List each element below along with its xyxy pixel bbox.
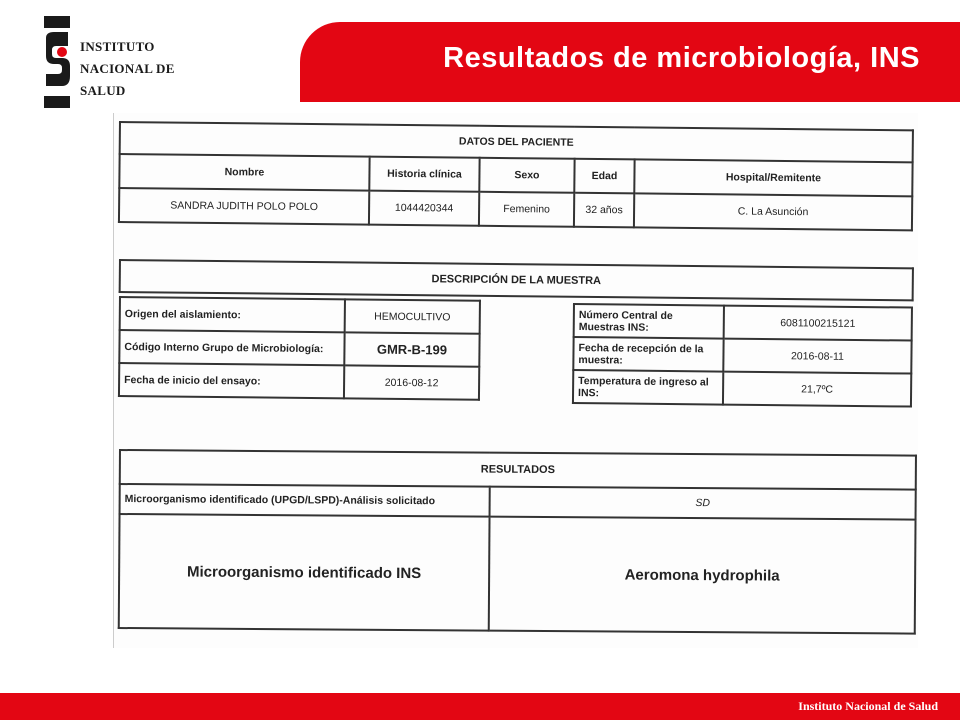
ins-logo-mark-icon [42, 16, 72, 108]
sample-left-table [118, 296, 481, 401]
sample-origin-label: Origen del aislamiento: [120, 297, 345, 332]
patient-sex: Femenino [479, 192, 574, 227]
results-table [118, 449, 917, 635]
patient-table [118, 121, 914, 231]
results-ins-value: Aeromona hydrophila [489, 517, 916, 634]
sample-reception-date-value: 2016-08-11 [723, 339, 911, 374]
results-requested-value: SD [490, 487, 916, 520]
page-title: Resultados de microbiología, INS [443, 42, 920, 74]
sample-reception-date-label: Fecha de recepción de la muestra: [573, 337, 723, 372]
patient-col-hospital: Hospital/Remitente [634, 159, 912, 196]
footer-bar [0, 693, 960, 720]
patient-col-historia: Historia clínica [369, 157, 479, 192]
patient-hospital: C. La Asunción [634, 193, 912, 230]
results-ins-label: Microorganismo identificado INS [119, 514, 490, 631]
sample-right-table [572, 303, 913, 408]
patient-col-sexo: Sexo [479, 158, 574, 193]
sample-origin-value: HEMOCULTIVO [345, 299, 480, 333]
sample-central-number-label: Número Central de Muestras INS: [574, 304, 724, 339]
sample-temperature-label: Temperatura de ingreso al INS: [573, 370, 723, 405]
logo-line-3: SALUD [80, 83, 126, 98]
sample-section-title: DESCRIPCIÓN DE LA MUESTRA [120, 260, 913, 300]
patient-name: SANDRA JUDITH POLO POLO [119, 188, 369, 225]
ins-logo-text [80, 36, 175, 102]
patient-col-nombre: Nombre [119, 154, 369, 191]
sample-title-table [119, 259, 914, 301]
patient-history: 1044420344 [369, 191, 479, 226]
patient-col-edad: Edad [574, 159, 634, 194]
logo-line-1: INSTITUTO [80, 39, 155, 54]
sample-central-number-value: 6081100215121 [724, 306, 912, 341]
footer-text: Instituto Nacional de Salud [798, 699, 938, 713]
sample-code-label: Código Interno Grupo de Microbiología: [119, 330, 344, 365]
title-banner [300, 22, 960, 102]
results-section-title: RESULTADOS [120, 450, 916, 490]
results-requested-label: Microorganismo identificado (UPGD/LSPD)-Análisis solicitado [120, 484, 490, 517]
sample-start-date-label: Fecha de inicio del ensayo: [119, 363, 344, 398]
logo-line-2: NACIONAL DE [80, 61, 175, 76]
patient-section-title: DATOS DEL PACIENTE [120, 122, 913, 162]
ins-logo [42, 16, 192, 108]
sample-code-value: GMR-B-199 [344, 332, 479, 366]
scanned-document [113, 113, 918, 648]
sample-temperature-value: 21,7ºC [723, 372, 911, 407]
sample-start-date-value: 2016-08-12 [344, 365, 479, 399]
patient-age: 32 años [574, 193, 634, 228]
